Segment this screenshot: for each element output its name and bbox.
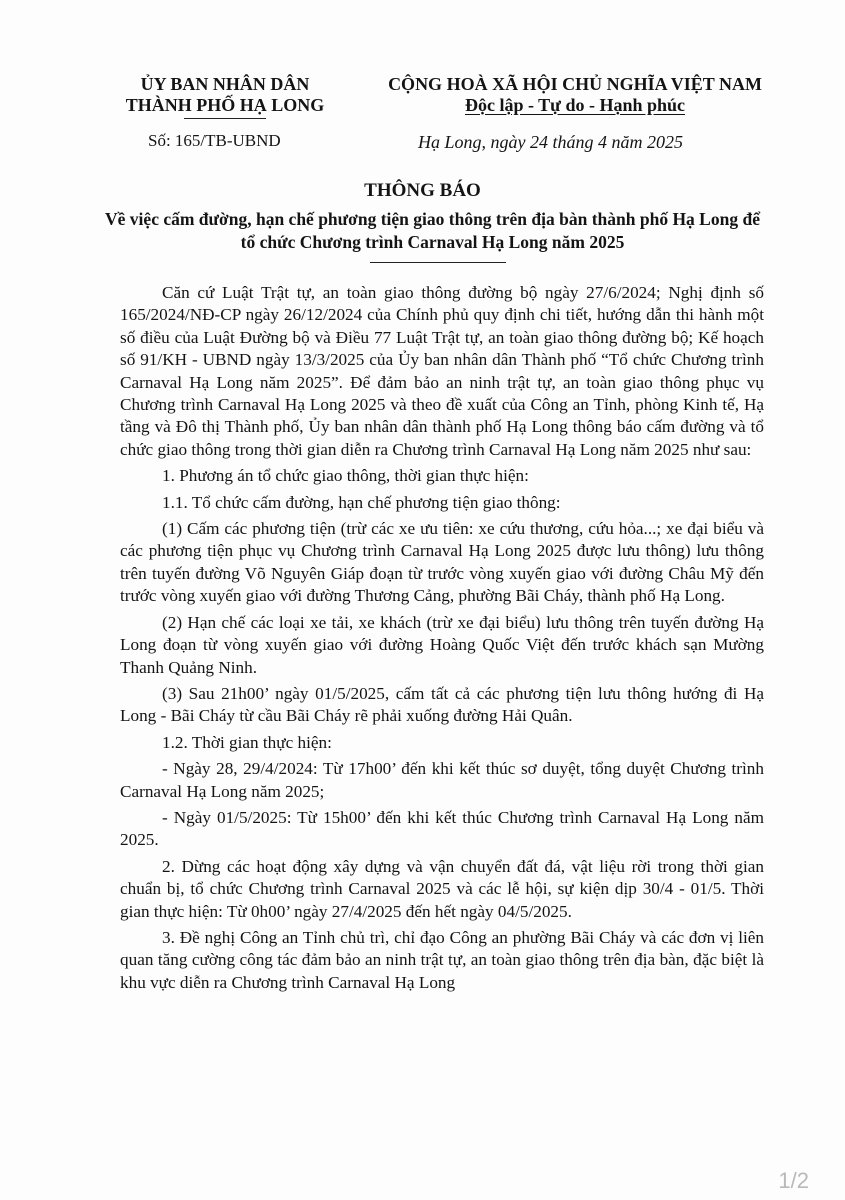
page-indicator: 1/2 [778, 1168, 809, 1193]
paragraph-section-1: 1. Phương án tổ chức giao thông, thời gian thực hiện: [162, 466, 529, 486]
paragraph-date-2: - Ngày 01/5/2025: Từ 15h00’ đến khi kết thúc Chương trình Carnaval Hạ Long năm 2025. [120, 807, 764, 850]
paragraph-legal-basis: Căn cứ Luật Trật tự, an toàn giao thông đường bộ ngày 27/6/2024; Nghị định số 165/2024/NĐ-CP ngày 26/12/2024 của Chính phủ quy định chi tiết, hướng dẫn thi hành một số điều của Luật Đường bộ và Điều 77 Luật Trật tự, an toàn giao thông đường bộ; Kế hoạch số 91/KH - UBND ngày 13/3/2025 của Ủy ban nhân dân Thành phố “Tổ chức Chương trình Carnaval Hạ Long năm 2025”. Để đảm bảo an ninh trật tự, an toàn giao thông phục vụ Chương trình Carnaval Hạ Long 2025 và theo đề xuất của Công an Tỉnh, phòng Kinh tế, Hạ tầng và Đô thị Thành phố, Ủy ban nhân dân thành phố Hạ Long thông báo cấm đường và tổ chức giao thông trong thời gian diễn ra Chương trình Carnaval Hạ Long năm 2025 như sau: [120, 283, 764, 459]
national-motto [370, 74, 780, 116]
dateline: Hạ Long, ngày 24 tháng 4 năm 2025 [418, 132, 683, 152]
agency-line-1: ỦY BAN NHÂN DÂN [140, 74, 310, 94]
paragraph-section-1-2: 1.2. Thời gian thực hiện: [162, 732, 332, 752]
paragraph-item-2: (2) Hạn chế các loại xe tải, xe khách (trừ xe đại biểu) lưu thông trên tuyến đường Hạ Long đoạn từ vòng xuyến giao với đường Hoàng Quốc Việt đến trước khách sạn Mường Thanh Quảng Ninh. [120, 612, 764, 677]
paragraph-section-2: 2. Dừng các hoạt động xây dựng và vận chuyển đất đá, vật liệu rời trong thời gian chuẩn bị, tổ chức Chương trình Carnaval 2025 và các lễ hội, sự kiện dịp 30/4 - 01/5. Thời gian thực hiện: Từ 0h00’ ngày 27/4/2025 đến hết ngày 04/5/2025. [120, 856, 764, 921]
paragraph-item-1: (1) Cấm các phương tiện (trừ các xe ưu tiên: xe cứu thương, cứu hỏa...; xe đại biểu và các phương tiện phục vụ Chương trình Carnaval Hạ Long 2025 được lưu thông) lưu thông trên tuyến đường Võ Nguyên Giáp đoạn từ trước vòng xuyến giao với đường Châu Mỹ đến trước vòng xuyến giao với đường Thương Cảng, phường Bãi Cháy, thành phố Hạ Long. [120, 519, 764, 606]
country-name: CỘNG HOÀ XÃ HỘI CHỦ NGHĨA VIỆT NAM [388, 74, 762, 94]
paragraph-section-1-1: 1.1. Tổ chức cấm đường, hạn chế phương tiện giao thông: [162, 492, 561, 512]
motto: Độc lập - Tự do - Hạnh phúc [464, 95, 686, 115]
title-underline [370, 262, 506, 263]
document-title: THÔNG BÁO [364, 180, 481, 201]
issuing-agency [110, 74, 340, 119]
agency-line-2: THÀNH PHỐ HẠ LONG [125, 95, 325, 115]
document-body [120, 282, 764, 998]
document-header [0, 74, 845, 184]
paragraph-item-3: (3) Sau 21h00’ ngày 01/5/2025, cấm tất cả các phương tiện lưu thông hướng đi Hạ Long - Bãi Cháy từ cầu Bãi Cháy rẽ phải xuống đường Hải Quân. [120, 683, 764, 726]
document-number: Số: 165/TB-UBND [148, 131, 281, 150]
document-subtitle: Về việc cấm đường, hạn chế phương tiện giao thông trên địa bàn thành phố Hạ Long để tổ chức Chương trình Carnaval Hạ Long năm 2025 [105, 209, 760, 252]
agency-underline [184, 118, 266, 119]
paragraph-section-3: 3. Đề nghị Công an Tỉnh chủ trì, chỉ đạo Công an phường Bãi Cháy và các đơn vị liên quan tăng cường công tác đảm bảo an ninh trật tự, an toàn giao thông trên địa bàn, đặc biệt là khu vực diễn ra Chương trình Carnaval Hạ Long [120, 927, 764, 992]
paragraph-date-1: - Ngày 28, 29/4/2024: Từ 17h00’ đến khi kết thúc sơ duyệt, tổng duyệt Chương trình Carnaval Hạ Long năm 2025; [120, 759, 764, 801]
